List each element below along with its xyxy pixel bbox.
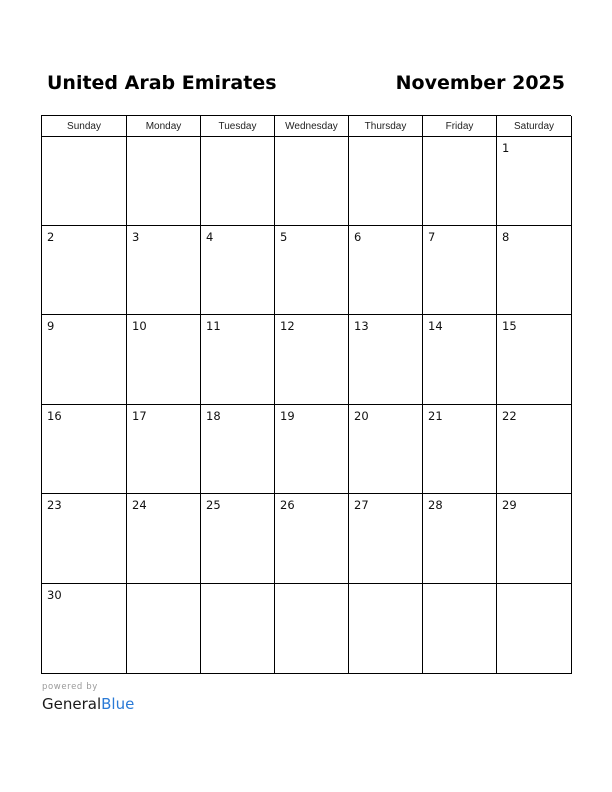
day-cell [423, 226, 497, 315]
day-cell [42, 405, 127, 494]
day-cell [349, 494, 423, 584]
day-cell [127, 584, 201, 674]
day-cell [201, 405, 275, 494]
day-number: 24 [132, 498, 147, 512]
day-cell [201, 494, 275, 584]
day-cell [42, 584, 127, 674]
weekday-header-friday: Friday [423, 116, 497, 137]
day-cell [349, 315, 423, 405]
day-cell [275, 584, 349, 674]
day-cell [423, 405, 497, 494]
day-cell [127, 137, 201, 226]
day-cell [201, 226, 275, 315]
day-number: 9 [47, 319, 55, 333]
day-cell [423, 584, 497, 674]
day-number: 20 [354, 409, 369, 423]
day-cell [127, 405, 201, 494]
weekday-header-wednesday: Wednesday [275, 116, 349, 137]
day-cell [275, 137, 349, 226]
day-number: 26 [280, 498, 295, 512]
weekday-header-thursday: Thursday [349, 116, 423, 137]
day-cell [349, 137, 423, 226]
day-cell [423, 137, 497, 226]
day-cell [201, 315, 275, 405]
day-cell [201, 584, 275, 674]
day-number: 2 [47, 230, 55, 244]
day-number: 25 [206, 498, 221, 512]
weekday-header-saturday: Saturday [497, 116, 572, 137]
day-number: 15 [502, 319, 517, 333]
day-number: 28 [428, 498, 443, 512]
day-cell [497, 137, 572, 226]
day-number: 7 [428, 230, 436, 244]
day-cell [127, 315, 201, 405]
day-cell [423, 494, 497, 584]
day-number: 8 [502, 230, 510, 244]
day-cell [349, 405, 423, 494]
powered-by-text: powered by [42, 682, 98, 692]
day-number: 19 [280, 409, 295, 423]
day-number: 3 [132, 230, 140, 244]
day-number: 6 [354, 230, 362, 244]
day-number: 1 [502, 141, 510, 155]
day-cell [275, 405, 349, 494]
day-number: 27 [354, 498, 369, 512]
day-cell [42, 494, 127, 584]
day-cell [201, 137, 275, 226]
day-cell [497, 494, 572, 584]
day-cell [42, 226, 127, 315]
day-number: 13 [354, 319, 369, 333]
day-cell [497, 405, 572, 494]
day-number: 30 [47, 588, 62, 602]
day-number: 12 [280, 319, 295, 333]
brand-blue-text: Blue [101, 695, 135, 713]
brand-general-text: General [42, 695, 102, 713]
page-title: United Arab Emirates [47, 72, 277, 94]
generalblue-logo[interactable] [42, 694, 134, 714]
day-cell [275, 494, 349, 584]
weekday-header-sunday: Sunday [42, 116, 127, 137]
day-cell [127, 494, 201, 584]
day-cell [349, 584, 423, 674]
footer-brand [42, 682, 134, 714]
calendar-grid [41, 115, 571, 674]
day-number: 5 [280, 230, 288, 244]
weekday-header-monday: Monday [127, 116, 201, 137]
day-cell [42, 137, 127, 226]
day-number: 10 [132, 319, 147, 333]
day-number: 16 [47, 409, 62, 423]
month-title: November 2025 [395, 72, 565, 94]
day-cell [423, 315, 497, 405]
day-cell [42, 315, 127, 405]
day-number: 22 [502, 409, 517, 423]
day-number: 14 [428, 319, 443, 333]
day-cell [127, 226, 201, 315]
day-number: 18 [206, 409, 221, 423]
day-cell [275, 226, 349, 315]
day-number: 11 [206, 319, 221, 333]
day-cell [275, 315, 349, 405]
day-number: 17 [132, 409, 147, 423]
day-cell [497, 584, 572, 674]
day-number: 29 [502, 498, 517, 512]
day-cell [497, 315, 572, 405]
day-number: 23 [47, 498, 62, 512]
day-cell [349, 226, 423, 315]
day-number: 21 [428, 409, 443, 423]
day-number: 4 [206, 230, 214, 244]
day-cell [497, 226, 572, 315]
weekday-header-tuesday: Tuesday [201, 116, 275, 137]
